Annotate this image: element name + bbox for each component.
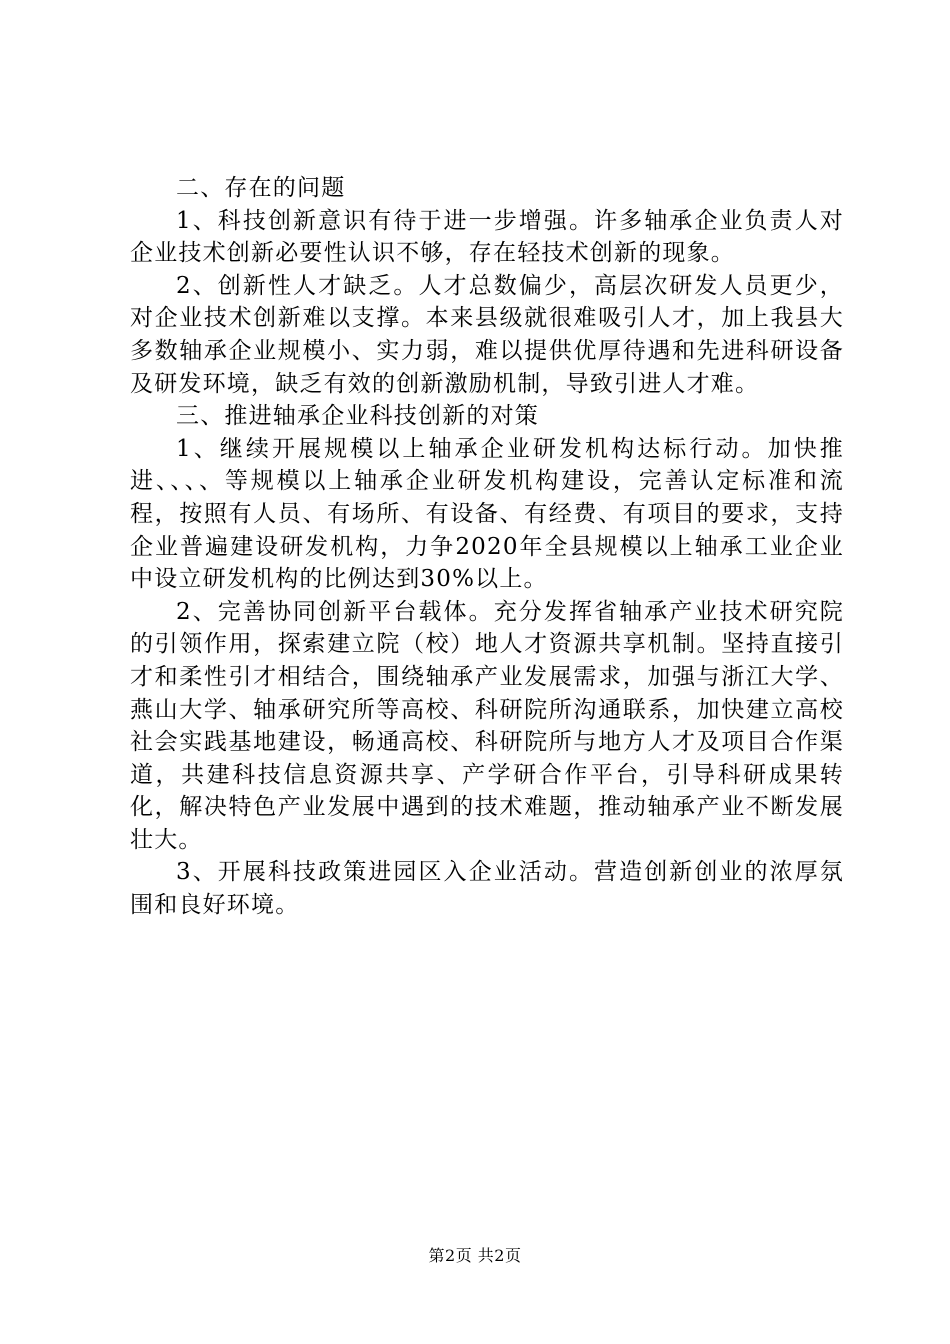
section-heading-problems: 二、存在的问题 xyxy=(176,175,346,201)
page-number-footer: 第2页 共2页 xyxy=(428,1246,522,1265)
paragraph: 3、开展科技政策进园区入企业活动。营造创新创业的浓厚氛围和良好环境。 xyxy=(130,859,844,919)
section-heading-countermeasures: 三、推进轴承企业科技创新的对策 xyxy=(176,403,539,430)
paragraph: 2、创新性人才缺乏。人才总数偏少，高层次研发人员更少，对企业技术创新难以支撑。本来县级就很难吸引人才，加上我县大多数轴承企业规模小、实力弱，难以提供优厚待遇和先进科研设备及研发环境，缺乏有效的创新激励机制，导致引进人才难。 xyxy=(130,272,844,397)
paragraph: 1、继续开展规模以上轴承企业研发机构达标行动。加快推进、、、、等规模以上轴承企业研发机构建设，完善认定标准和流程，按照有人员、有场所、有设备、有经费、有项目的要求，支持企业普遍建设研发机构，力争2020年全县规模以上轴承工业企业中设立研发机构的比例达到30%以上。 xyxy=(130,435,844,593)
paragraph: 1、科技创新意识有待于进一步增强。许多轴承企业负责人对企业技术创新必要性认识不够，存在轻技术创新的现象。 xyxy=(130,207,844,267)
paragraph: 2、完善协同创新平台载体。充分发挥省轴承产业技术研究院的引领作用，探索建立院（校）地人才资源共享机制。坚持直接引才和柔性引才相结合，围绕轴承产业发展需求，加强与浙江大学、燕山大学、轴承研究所等高校、科研院所沟通联系，加快建立高校社会实践基地建设，畅通高校、科研院所与地方人才及项目合作渠道，共建科技信息资源共享、产学研合作平台，引导科研成果转化，解决特色产业发展中遇到的技术难题，推动轴承产业不断发展壮大。 xyxy=(130,598,844,853)
document-body xyxy=(130,172,844,922)
